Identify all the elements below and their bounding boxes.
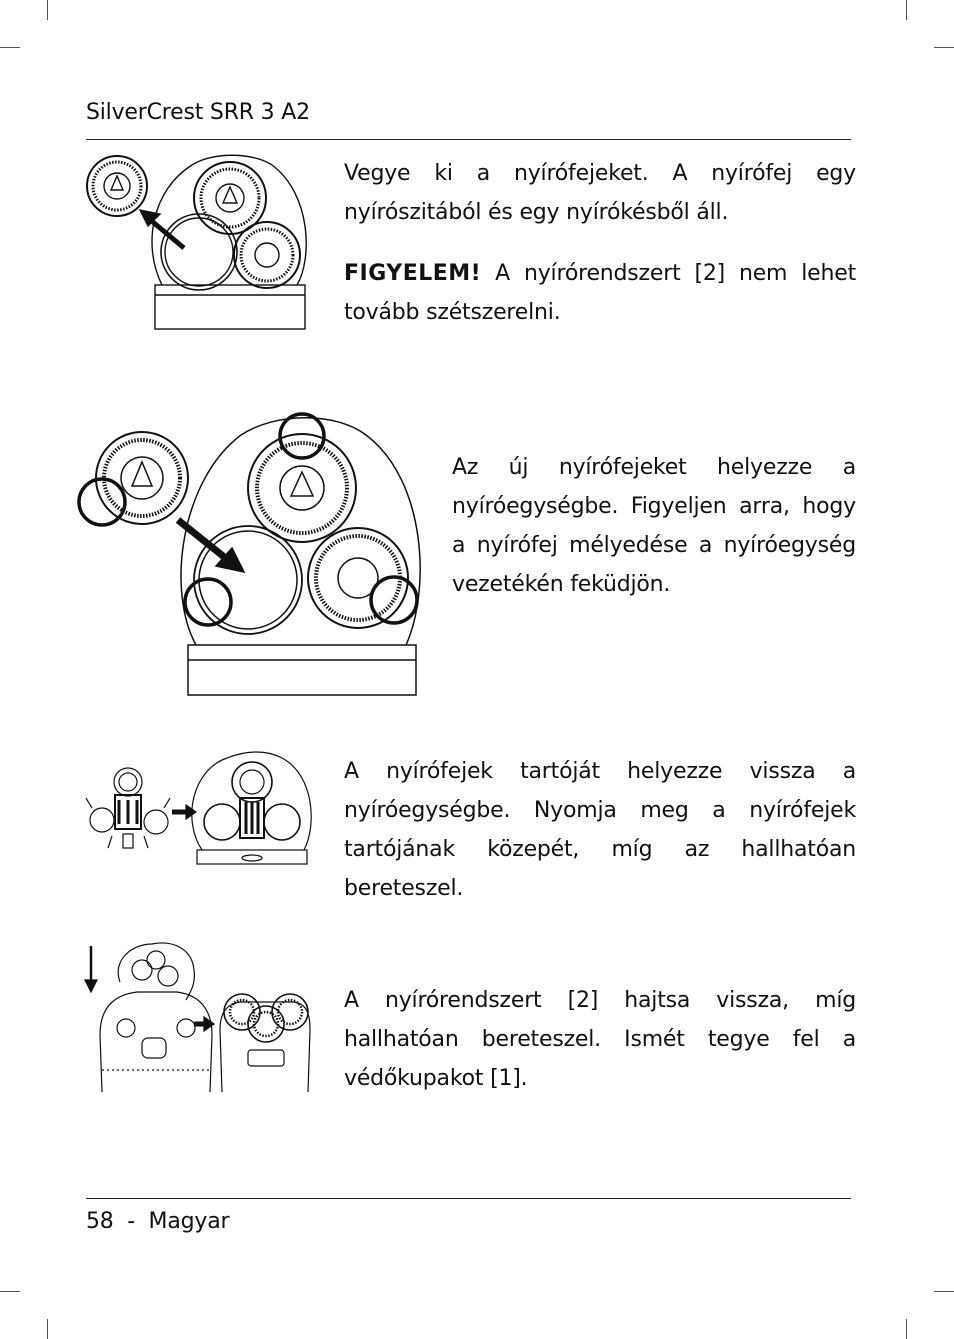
warning-text: A nyírórendszert [2] nem lehet tovább szétszerelni. <box>344 261 856 325</box>
crop-mark <box>0 1291 20 1292</box>
close-shaver-system-illustration <box>82 940 312 1096</box>
crop-mark <box>47 0 48 20</box>
crop-mark <box>906 0 907 20</box>
crop-mark <box>906 1319 907 1339</box>
header-rule <box>86 139 851 140</box>
crop-mark <box>47 1319 48 1339</box>
step-4-instruction: A nyírórendszert [2] hajtsa vissza, míg hallhatóan bereteszel. Ismét tegye fel a védőkupakot [1]. <box>344 988 856 1091</box>
footer-language: Magyar <box>148 1209 230 1234</box>
step-3-instruction: A nyírófejek tartóját helyezze vissza a nyíróegységbe. Nyomja meg a nyírófejek tartójának közepét, míg az hallhatóan bereteszel. <box>344 759 856 901</box>
step-2-text <box>452 448 856 604</box>
page-header-title: SilverCrest SRR 3 A2 <box>86 100 310 125</box>
crop-mark <box>0 47 20 48</box>
page-number: 58 <box>86 1209 114 1234</box>
crop-mark <box>934 1291 954 1292</box>
step-4-text <box>344 981 856 1098</box>
remove-shaver-heads-illustration <box>82 150 312 332</box>
footer-separator: - <box>127 1209 135 1234</box>
page-footer <box>86 1209 229 1234</box>
warning-label: FIGYELEM! <box>344 261 482 286</box>
crop-mark <box>934 47 954 48</box>
replace-head-holder-illustration <box>82 750 312 868</box>
step-1-text <box>344 154 856 232</box>
footer-rule <box>86 1198 851 1199</box>
step-1-warning <box>344 254 856 332</box>
step-2-instruction: Az új nyírófejeket helyezze a nyíróegységbe. Figyeljen arra, hogy a nyírófej mélyedése a nyíróegység vezetékén feküdjön. <box>452 455 856 597</box>
step-3-text <box>344 752 856 908</box>
step-1-instruction: Vegye ki a nyírófejeket. A nyírófej egy nyírószitából és egy nyírókésből áll. <box>344 161 856 225</box>
insert-shaver-heads-illustration <box>76 410 422 700</box>
